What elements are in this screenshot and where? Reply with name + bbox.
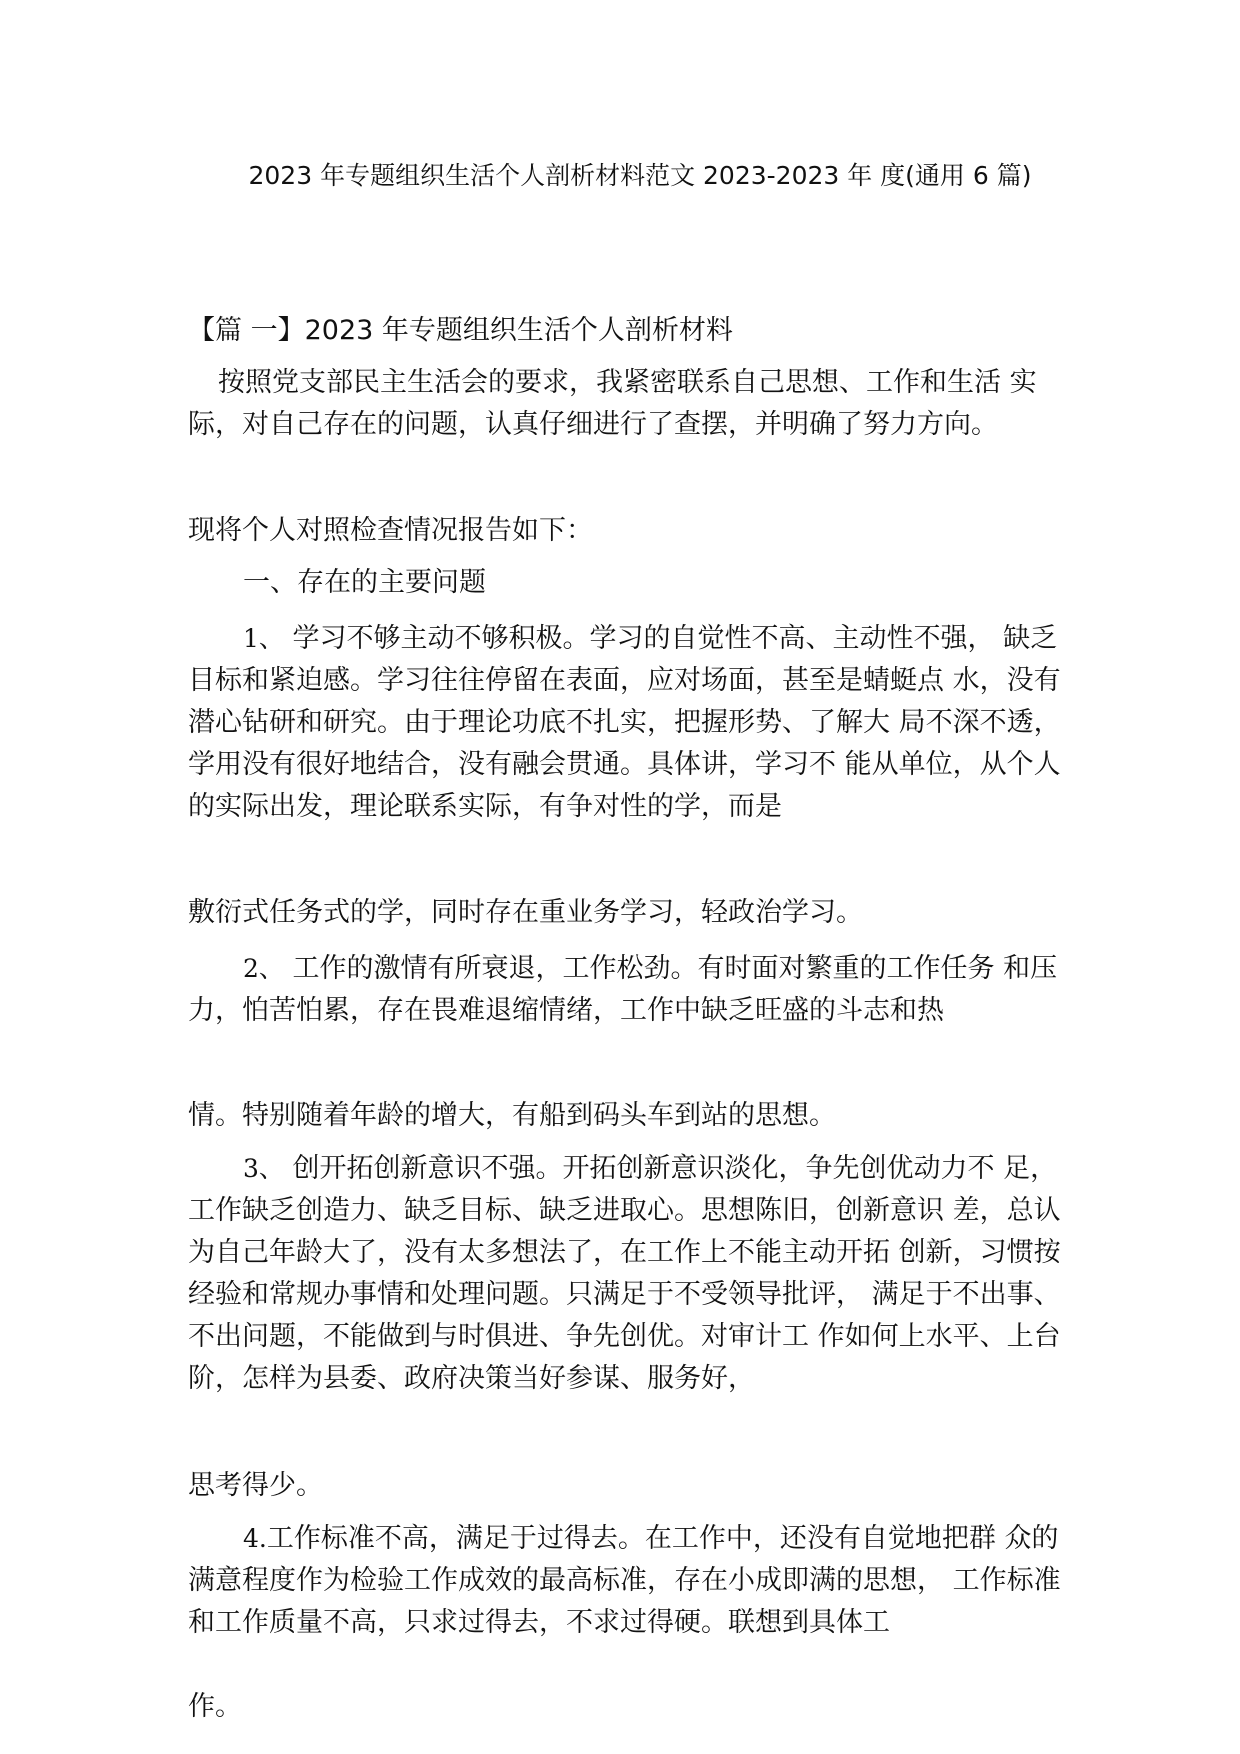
item-text: 创开拓创新意识不强。开拓创新意识淡化，争先创优动力不 足，工作缺乏创造力、缺乏目标、缺乏进取心。思想陈旧，创新意识 差，总认为自己年龄大了，没有太多想法了，在工作上不能主动开拓 创新，习惯按经验和常规办事情和处理问题。只满足于不受领导批评， 满足于不出事、不出问题，不能做到与时俱进、争先创优。对审计工 作如何上水平、上台阶，怎样为县委、政府决策当好参谋、服务好， — [188, 1153, 1061, 1394]
problems-heading: 一、存在的主要问题 — [243, 567, 486, 598]
problem-item-2 — [188, 948, 1068, 1032]
item-number: 2、 — [243, 954, 284, 983]
problem-item-4-continuation: 作。 — [188, 1691, 242, 1722]
item-text: 工作标准不高，满足于过得去。在工作中，还没有自觉地把群 众的满意程度作为检验工作成效的最高标准，存在小成即满的思想， 工作标准和工作质量不高，只求过得去，不求过得硬。联想到具体工 — [188, 1523, 1061, 1638]
intro-paragraph: 按照党支部民主生活会的要求，我紧密联系自己思想、工作和生活 实际，对自己存在的问题，认真仔细进行了查摆，并明确了努力方向。 — [188, 367, 1037, 440]
item-number: 3、 — [243, 1154, 284, 1183]
item-text: 工作的激情有所衰退，工作松劲。有时面对繁重的工作任务 和压力，怕苦怕累，存在畏难退缩情绪，工作中缺乏旺盛的斗志和热 — [188, 953, 1058, 1026]
problem-item-2-continuation: 情。特别随着年龄的增大，有船到码头车到站的思想。 — [188, 1100, 836, 1131]
item-number: 1、 — [243, 624, 284, 653]
section-heading: 【篇 一】2023 年专题组织生活个人剖析材料 — [188, 315, 733, 346]
problem-item-3-continuation: 思考得少。 — [188, 1470, 323, 1501]
item-number: 4. — [243, 1524, 267, 1553]
document-title: 2023 年专题组织生活个人剖析材料范文 2023-2023 年 度(通用 6 篇) — [248, 161, 1032, 190]
report-paragraph: 现将个人对照检查情况报告如下： — [188, 515, 593, 546]
problem-item-4 — [188, 1518, 1068, 1644]
problem-item-1-continuation: 敷衍式任务式的学，同时存在重业务学习，轻政治学习。 — [188, 897, 863, 928]
problem-item-1 — [188, 618, 1068, 828]
item-text: 学习不够主动不够积极。学习的自觉性不高、主动性不强， 缺乏目标和紧迫感。学习往往停留在表面，应对场面，甚至是蜻蜓点 水，没有潜心钻研和研究。由于理论功底不扎实，把握形势、了解大 局不深不透，学用没有很好地结合，没有融会贯通。具体讲，学习不 能从单位，从个人的实际出发，理论联系实际，有争对性的学，而是 — [188, 623, 1061, 822]
problem-item-3 — [188, 1148, 1068, 1400]
